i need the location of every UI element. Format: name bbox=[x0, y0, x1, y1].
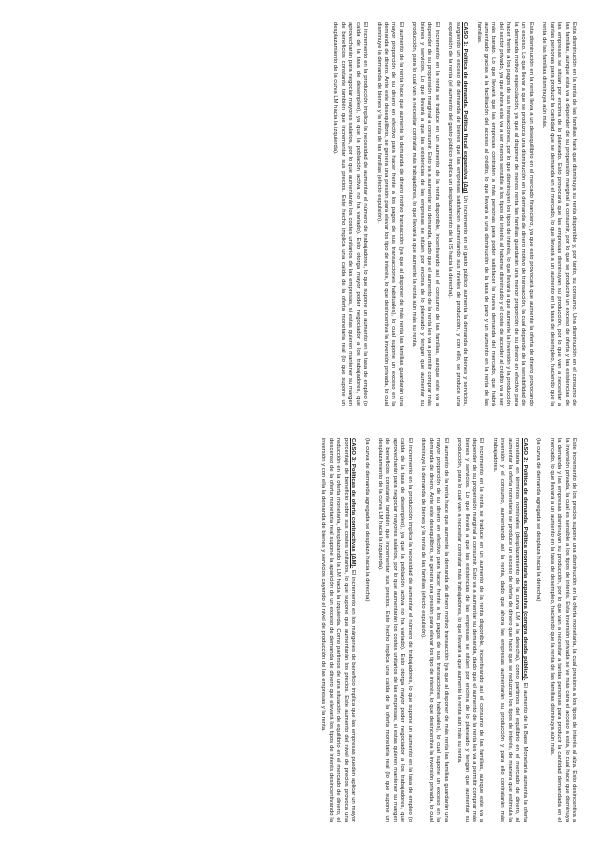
case-3-text: El incremento en los márgenes de beneficio implica que las empresas pueden aplicar un mayor porcentaje de beneficio sobre sus costes unitarios, lo que supone que aumentarán los precios. Este aumento del nivel de precios provoca una reducción en la oferta monetaria, desplazando la LM hacia la izquierda. Como partimos de una situación de equilibrio en el mercado de dinero, el descenso de la oferta monetaria real supone la aparición de un exceso de demanda de dinero que elevará los tipos de interés desincentivando la inversión y con ella la demanda de bienes y servicios cayendo el nivel de producción de las empresas y la renta. bbox=[320, 438, 357, 822]
paragraph: El incremento en la renta se traduce en un aumento de la renta disponible, incentivando así el consumo de las familias, aunque este va a depender de su propensión marginal a consumir. Esto va a aumentar su demanda, dado que el aumento de la renta les va a permitir comprar más bienes y servicios. Lo que llevará a que las existencias de las empresas se sitúen por encima de lo planeado y tengan que aumentar su producción, para lo cual van a necesitar contratar más trabajadores, lo que llevará a que aumente la renta aún más su renta. bbox=[456, 438, 485, 822]
paragraph: El incremento en la producción implica la necesidad de aumentar el número de trabajadores, lo que supone un aumento en la tasa de empleo (o caída de la tasa de desempleo), ya que la población activa no ha variado). Esto otorga mayor poder negociador a los trabajadores, que aprovecharán para negociar mayores salarios, por lo que aumentarán los costes unitarios de las empresas, si estas quieren mantener su margen de beneficios constante también que incrementar sus precios. Este hecho implica una caída de la oferta monetaria real (lo que supone un desplazamiento de la curva LM hacia la izquierda). bbox=[377, 438, 413, 822]
paragraph: Esta disminución en la renta de las familias hará que disminuya su renta disponible y, por tanto, su consumo. Una disminución en el consumo de las familias, aunque esta va a depender de su propensión marginal a consumir, por lo que se producirá un exceso de oferta y las existencias de las empresas se sitúan por encima de lo planeado. Esto provocará que las empresas disminuyan su producción, por lo que van a necesitar a tantas personas para producir la cantidad que se demanda en el mercado, lo que llevará a un aumento en la tasa de desempleo, haciendo que la renta de las familias disminuya aún más. bbox=[541, 22, 577, 406]
paragraph: El incremento en la producción implica la necesidad de aumentar el número de trabajadores, lo que supone un aumento en la tasa de empleo (o caída de la tasa de desempleo), ya que la población activa no ha variado). Esto otorga mayor poder negociador a los trabajadores, que aprovecharán para negociar mayores salarios, por lo que aumentarán los costes unitarios de las empresas, si estas quieren mantener su margen de beneficios constante también que incrementar sus precios. Este hecho implica una caída de la oferta monetaria real (lo que supone un desplazamiento de la curva LM hacia la izquierda). bbox=[332, 22, 369, 406]
paragraph: (la curva de demanda agregada se desplaza hacia la derecha) bbox=[363, 438, 370, 602]
paragraph: El incremento en la renta se traduce en un aumento de la renta disponible, incentivando así el consumo de las familias, aunque este va a depender de su propensión marginal a consumir. Esto va a aumentar su demanda, dado que el aumento de la renta les va a permitir comprar más bienes y servicios. Lo que llevará a que las existencias de las empresas se sitúen por encima de lo planeado y tengan que aumentar su producción, para lo cual van a necesitar contratar más trabajadores, lo que llevará a que aumente la renta aún más su renta. bbox=[411, 22, 440, 406]
case-2-text: El aumento de la Base Monetaria aumenta la oferta monetaria en términos nominales (desplazamiento de la curva LM a la derecha), como partimos del equilibrio en el mercado de dinero, al aumentar la oferta monetaria se produce un exceso de oferta de dinero que hace que se reduzcan los tipos de interés, de manera que estimula la inversión y el consumo, aumentando así la renta, dado que ahora las empresas aumentarán su producción y para ello contratarán más trabajadores. bbox=[491, 438, 528, 822]
paragraph: Este incremento de los precios supone una disminución en la oferta monetaria, la cual presiona a los tipos de interés al alza. Esto desincentiva a la inversión privada, la cual es sensible a los tipos de interés. Esta inversión privada se ve más cara el acceso a esta, lo cual hace que disminuya la demanda y las empresas disminuyan su producción, por lo que van a necesitar a tantas personas para producir la cantidad demandada en el mercado, lo que llevará a un aumento en la tasa de desempleo, haciendo que la renta de las familias disminuya aún más. bbox=[548, 438, 577, 822]
case-3-heading: CASO 3: Políticas de oferta contractivas (ΔM). bbox=[350, 438, 357, 569]
case-2-heading: CASO 2: Política de demanda. Política monetaria expansiva (compra deuda pública). bbox=[521, 438, 528, 681]
left-text-column bbox=[17, 22, 577, 406]
paragraph: El aumento de la renta hace que aumente la demanda de dinero motivo transacción (ya que al disponer de más renta las familias guardarán una mayor proporción de su dinero en efectivo para hacer frente a los pagos de sus transacciones habituales), lo cual supone un exceso en la demanda de dinero. Ante este desequilibrio, se genera una presión para elevar los tipo de interés, lo que desincentiva la inversión privada, lo cual disminuye la demanda de bienes y la renta de las familias (efecto expulsión). bbox=[420, 438, 449, 822]
paragraph: (la curva de demanda agregada se desplaza hacia la derecha) bbox=[535, 438, 542, 602]
right-text-column bbox=[17, 438, 577, 822]
paragraph: El aumento de la renta hace que aumente la demanda de dinero motivo transacción (ya que al disponer de más renta las familias guardarán una mayor proporción de su dinero en efectivo para hacer frente a los pagos de sus transacciones habituales), lo cual supone un exceso en la demanda de dinero. Ante este desequilibrio, se genera una presión para elevar los tipo de interés, lo que desincentiva la inversión privada, lo cual disminuye la demanda de bienes y la renta de las familias (efecto expulsión). bbox=[375, 22, 404, 406]
case-1-heading: CASO 1: Política de demanda. Política fiscal expansiva (Δg) bbox=[462, 22, 469, 194]
case-1-text: Un incremento en el gasto público aumenta la demanda de bienes y servicios, surgiendo un exceso de demanda de bienes que las empresas satisfacen aumentando sus niveles de producción, y con ello, se produce una expansión de la renta (el aumento del gasto público implica un desplazamiento de la IS hacia la derecha). bbox=[447, 22, 469, 406]
paragraph: Esta disminución en la renta lleva a un desequilibrio en el mercado financiero, ya que esto provocará que aumente la oferta de dinero provocando un exceso. Lo que llevar a que se produzca una disminución en la demanda de dinero motivo de transacción, la cual depende de la sensibilidad de la demanda motivo especulación, ya que al disponer de menos renta las familias guardarán una menor proporción de su dinero en efectivo para hacer frente a los pagos de sus transacciones, por lo que disminuyen los tipos de interés, lo que llevará a que aumente la inversión y la producción del sector privado, ya que ahora este va a ser menos sensible a los tipos de interés al haberse disminuido y el coste de acceder al crédito va a ser más barato. Lo que llevará que las empresas contraten a más personas para poder satisfacer la nueva demanda del mercado, que habrá aumentado gracias a la facilitación del acceso al crédito, lo que llevará a una disminución de la tasa de paro y un aumento en la renta de las familias. bbox=[475, 22, 534, 406]
